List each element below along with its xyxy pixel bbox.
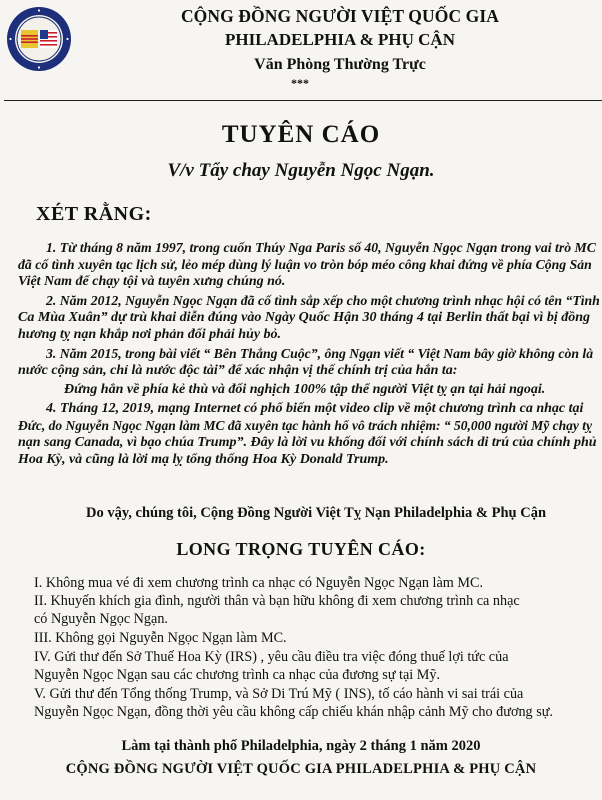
declaration-item: IV. Gửi thư đến Sở Thuế Hoa Kỳ (IRS) , yêu cầu điều tra việc đóng thuế lợi tức của	[34, 649, 509, 665]
region-line: PHILADELPHIA & PHỤ CẬN	[225, 30, 455, 49]
consideration-line: Hoa Kỳ, và cũng là lời mạ lỵ tổng thống Hoa Kỳ Donald Trump.	[18, 452, 389, 467]
declaration-item: Nguyễn Ngọc Ngạn, đồng thời yêu cầu không cấp chiếu khán nhập cảnh Mỹ cho đương sự.	[34, 704, 553, 720]
consideration-line: Việt Nam để chạy tội và tuyên xưng chúng nó.	[18, 274, 286, 289]
consideration-line: 2. Năm 2012, Nguyễn Ngọc Ngạn đã cố tình sắp xếp cho một chương trình nhạc hội có tên “Tình	[46, 293, 600, 308]
declaration-heading: LONG TRỌNG TUYÊN CÁO:	[176, 539, 426, 559]
office-line: Văn Phòng Thường Trực	[254, 56, 426, 73]
signature-line: CỘNG ĐỒNG NGƯỜI VIỆT QUỐC GIA PHILADELPHIA & PHỤ CẬN	[65, 761, 537, 777]
consideration-line: Ca Mùa Xuân” dự trù khai diễn đúng vào Ngày Quốc Hận 30 tháng 4 tại Berlin thất bại vì bị đồng	[18, 310, 590, 325]
declaration-item: có Nguyễn Ngọc Ngạn.	[34, 611, 168, 627]
declaration-item: V. Gửi thư đến Tổng thống Trump, và Sở Di Trú Mỹ ( INS), tố cáo hành vi sai trái của	[34, 686, 524, 702]
consideration-line: đã cố tình xuyên tạc lịch sử, lẻo mép dùng lý luận vo tròn bóp méo công khai đứng về phía Cộng Sản	[18, 257, 592, 272]
document-title: TUYÊN CÁO	[221, 121, 381, 148]
declaration-item: I. Không mua vé đi xem chương trình ca nhạc có Nguyễn Ngọc Ngạn làm MC.	[34, 575, 483, 591]
org-name-line: CỘNG ĐỒNG NGƯỜI VIỆT QUỐC GIA	[180, 6, 500, 26]
consideration-line: hương tỵ nạn khắp nơi phản đối phải hủy bỏ.	[18, 327, 282, 342]
consideration-line: 4. Tháng 12, 2019, mạng Internet có phổ biến một video clip về một chương trình ca nhạc tại	[46, 401, 584, 416]
place-date: Làm tại thành phố Philadelphia, ngày 2 tháng 1 năm 2020	[121, 738, 481, 754]
community-seal-icon	[6, 6, 72, 72]
declaration-item: II. Khuyến khích gia đình, người thân và bạn hữu không đi xem chương trình ca nhạc	[34, 593, 520, 609]
consideration-line: 1. Từ tháng 8 năm 1997, trong cuốn Thúy Nga Paris số 40, Nguyễn Ngọc Ngạn trong vai trò MC	[46, 240, 596, 255]
considerations-heading: XÉT RẰNG:	[36, 203, 152, 225]
document-subtitle: V/v Tẩy chay Nguyễn Ngọc Ngạn.	[167, 160, 435, 181]
consideration-line: Đức, do Nguyễn Ngọc Ngạn làm MC đã xuyên tạc hành hổ vô trách nhiệm: “ 50,000 người Mỹ chạy tỵ	[18, 418, 592, 433]
consideration-line: nạn sang Canada, vì bạo chúa Trump”. Đây là lời vu khống đối với chính sách di trú của chính phủ	[18, 435, 597, 450]
declaration-item: III. Không gọi Nguyễn Ngọc Ngạn làm MC.	[34, 630, 287, 646]
declaration-item: Nguyễn Ngọc Ngạn sau các chương trình ca nhạc của đương sự tại Mỹ.	[34, 667, 441, 683]
consideration-line: Đứng hẳn về phía kẻ thù và đối nghịch 100% tập thể người Việt tỵ ạn tại hải ngoại.	[64, 382, 546, 397]
header-stars: ***	[291, 76, 309, 90]
therefore-statement: Do vậy, chúng tôi, Cộng Đồng Người Việt Tỵ Nạn Philadelphia & Phụ Cận	[86, 505, 547, 521]
consideration-line: nước cộng sản, chỉ là nước độc tài” để xác nhận vị thế chính trị của hắn ta:	[18, 363, 458, 378]
header-divider	[4, 100, 602, 101]
consideration-line: 3. Năm 2015, trong bài viết “ Bên Thắng Cuộc”, ông Ngạn viết “ Việt Nam bây giờ không còn là	[46, 346, 594, 361]
